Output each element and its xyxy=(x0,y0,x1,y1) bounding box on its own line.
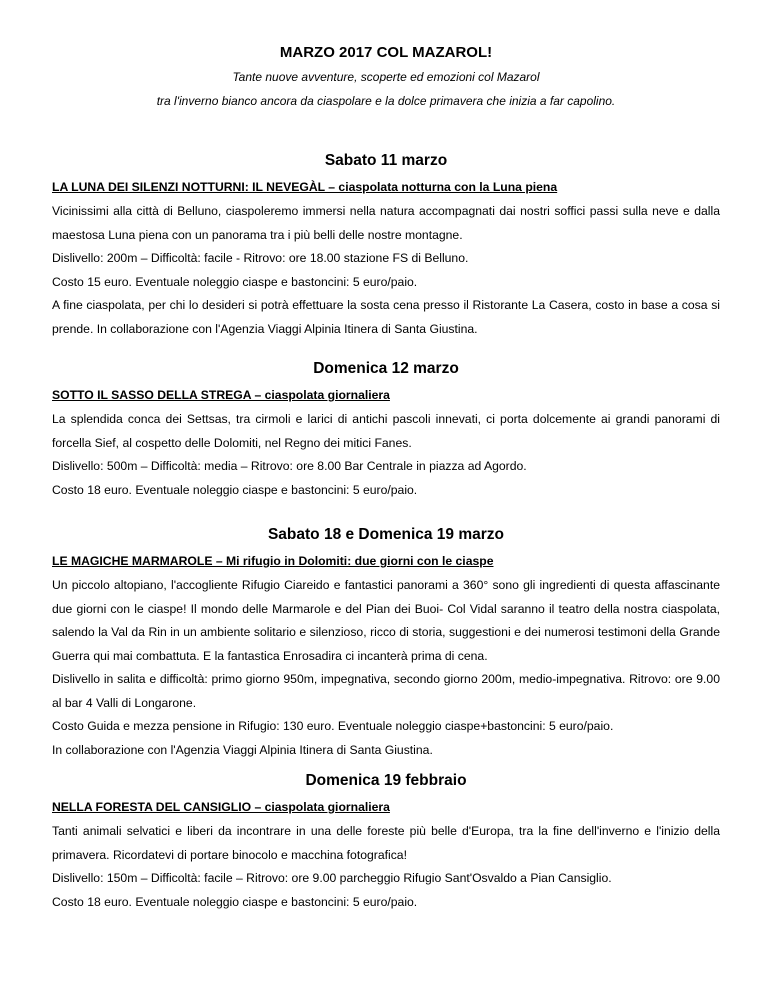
event-paragraph: Costo Guida e mezza pensione in Rifugio: 130 euro. Eventuale noleggio ciaspe+bastoncini: 5 euro/paio. xyxy=(52,719,614,733)
event-section-4 xyxy=(52,772,720,914)
event-section-1 xyxy=(52,152,720,341)
event-headline: LA LUNA DEI SILENZI NOTTURNI: IL NEVEGÀL – ciaspolata notturna con la Luna piena xyxy=(52,180,558,194)
event-paragraph: Dislivello: 200m – Difficoltà: facile - Ritrovo: ore 18.00 stazione FS di Belluno. xyxy=(52,251,469,265)
event-headline: NELLA FORESTA DEL CANSIGLIO – ciaspolata giornaliera xyxy=(52,800,390,814)
event-section-2 xyxy=(52,360,720,502)
event-paragraph: Costo 18 euro. Eventuale noleggio ciaspe e bastoncini: 5 euro/paio. xyxy=(52,482,418,497)
event-headline: LE MAGICHE MARMAROLE – Mi rifugio in Dolomiti: due giorni con le ciaspe xyxy=(52,554,494,568)
event-section-3 xyxy=(52,526,720,762)
event-date: Sabato 18 e Domenica 19 marzo xyxy=(267,526,505,543)
event-paragraph: Dislivello: 150m – Difficoltà: facile – Ritrovo: ore 9.00 parcheggio Rifugio Sant'Osvaldo a Pian Cansiglio. xyxy=(52,871,612,885)
event-paragraph: Dislivello: 500m – Difficoltà: media – Ritrovo: ore 8.00 Bar Centrale in piazza ad Agordo. xyxy=(52,459,527,473)
event-paragraph: In collaborazione con l'Agenzia Viaggi Alpinia Itinera di Santa Giustina. xyxy=(52,742,433,757)
event-paragraph: A fine ciaspolata, per chi lo desideri si potrà effettuare la sosta cena presso il Ristorante La Casera, costo in base a cosa si prende. In collaborazione con l'Agenzia Viaggi Alpinia Itinera di Santa Giustina. xyxy=(52,298,720,336)
event-paragraph: Dislivello in salita e difficoltà: primo giorno 950m, impegnativa, secondo giorno 200m, medio-impegnativa. Ritrovo: ore 9.00 al bar 4 Valli di Longarone. xyxy=(52,672,720,710)
event-paragraph: Costo 15 euro. Eventuale noleggio ciaspe e bastoncini: 5 euro/paio. xyxy=(52,274,418,289)
event-paragraph: Vicinissimi alla città di Belluno, ciaspoleremo immersi nella natura accompagnati dai nostri soffici passi sulla neve e dalla maestosa Luna piena con un panorama tra i più belli delle nostre montagne. xyxy=(52,204,720,242)
event-paragraph: Costo 18 euro. Eventuale noleggio ciaspe e bastoncini: 5 euro/paio. xyxy=(52,894,418,909)
page-title: MARZO 2017 COL MAZAROL! xyxy=(279,44,493,61)
event-paragraph: Un piccolo altopiano, l'accogliente Rifugio Ciareido e fantastici panorami a 360° sono gli ingredienti di questa affascinante due giorni con le ciaspe! Il mondo delle Marmarole e del Pian dei Buoi- Col Vidal saranno il teatro della nostra ciaspolata, salendo la Val da Rin in un ambiente solitario e silenzioso, ricco di storia, suggestioni e dei numerosi testimoni della Grande Guerra qui mai combattuta. E la fantastica Enrosadira ci incanterà prima di cena. xyxy=(52,578,720,663)
event-paragraph: Tanti animali selvatici e liberi da incontrare in una delle foreste più belle d'Europa, tra la fine dell'inverno e l'inizio della primavera. Ricordatevi di portare binocolo e macchina fotografica! xyxy=(52,824,720,862)
subtitle-line-2: tra l'inverno bianco ancora da ciaspolare e la dolce primavera che inizia a far capolino. xyxy=(156,94,616,108)
event-paragraph: La splendida conca dei Settsas, tra cirmoli e larici di antichi pascoli innevati, ci porta dolcemente ai grandi panorami di forcella Sief, al cospetto delle Dolomiti, nel Regno dei mitici Fanes. xyxy=(52,412,720,450)
event-headline: SOTTO IL SASSO DELLA STREGA – ciaspolata giornaliera xyxy=(52,388,390,402)
event-date: Domenica 12 marzo xyxy=(313,360,459,377)
event-date: Domenica 19 febbraio xyxy=(305,772,467,789)
event-date: Sabato 11 marzo xyxy=(324,152,448,169)
subtitle-line-1: Tante nuove avventure, scoperte ed emozioni col Mazarol xyxy=(232,70,540,84)
